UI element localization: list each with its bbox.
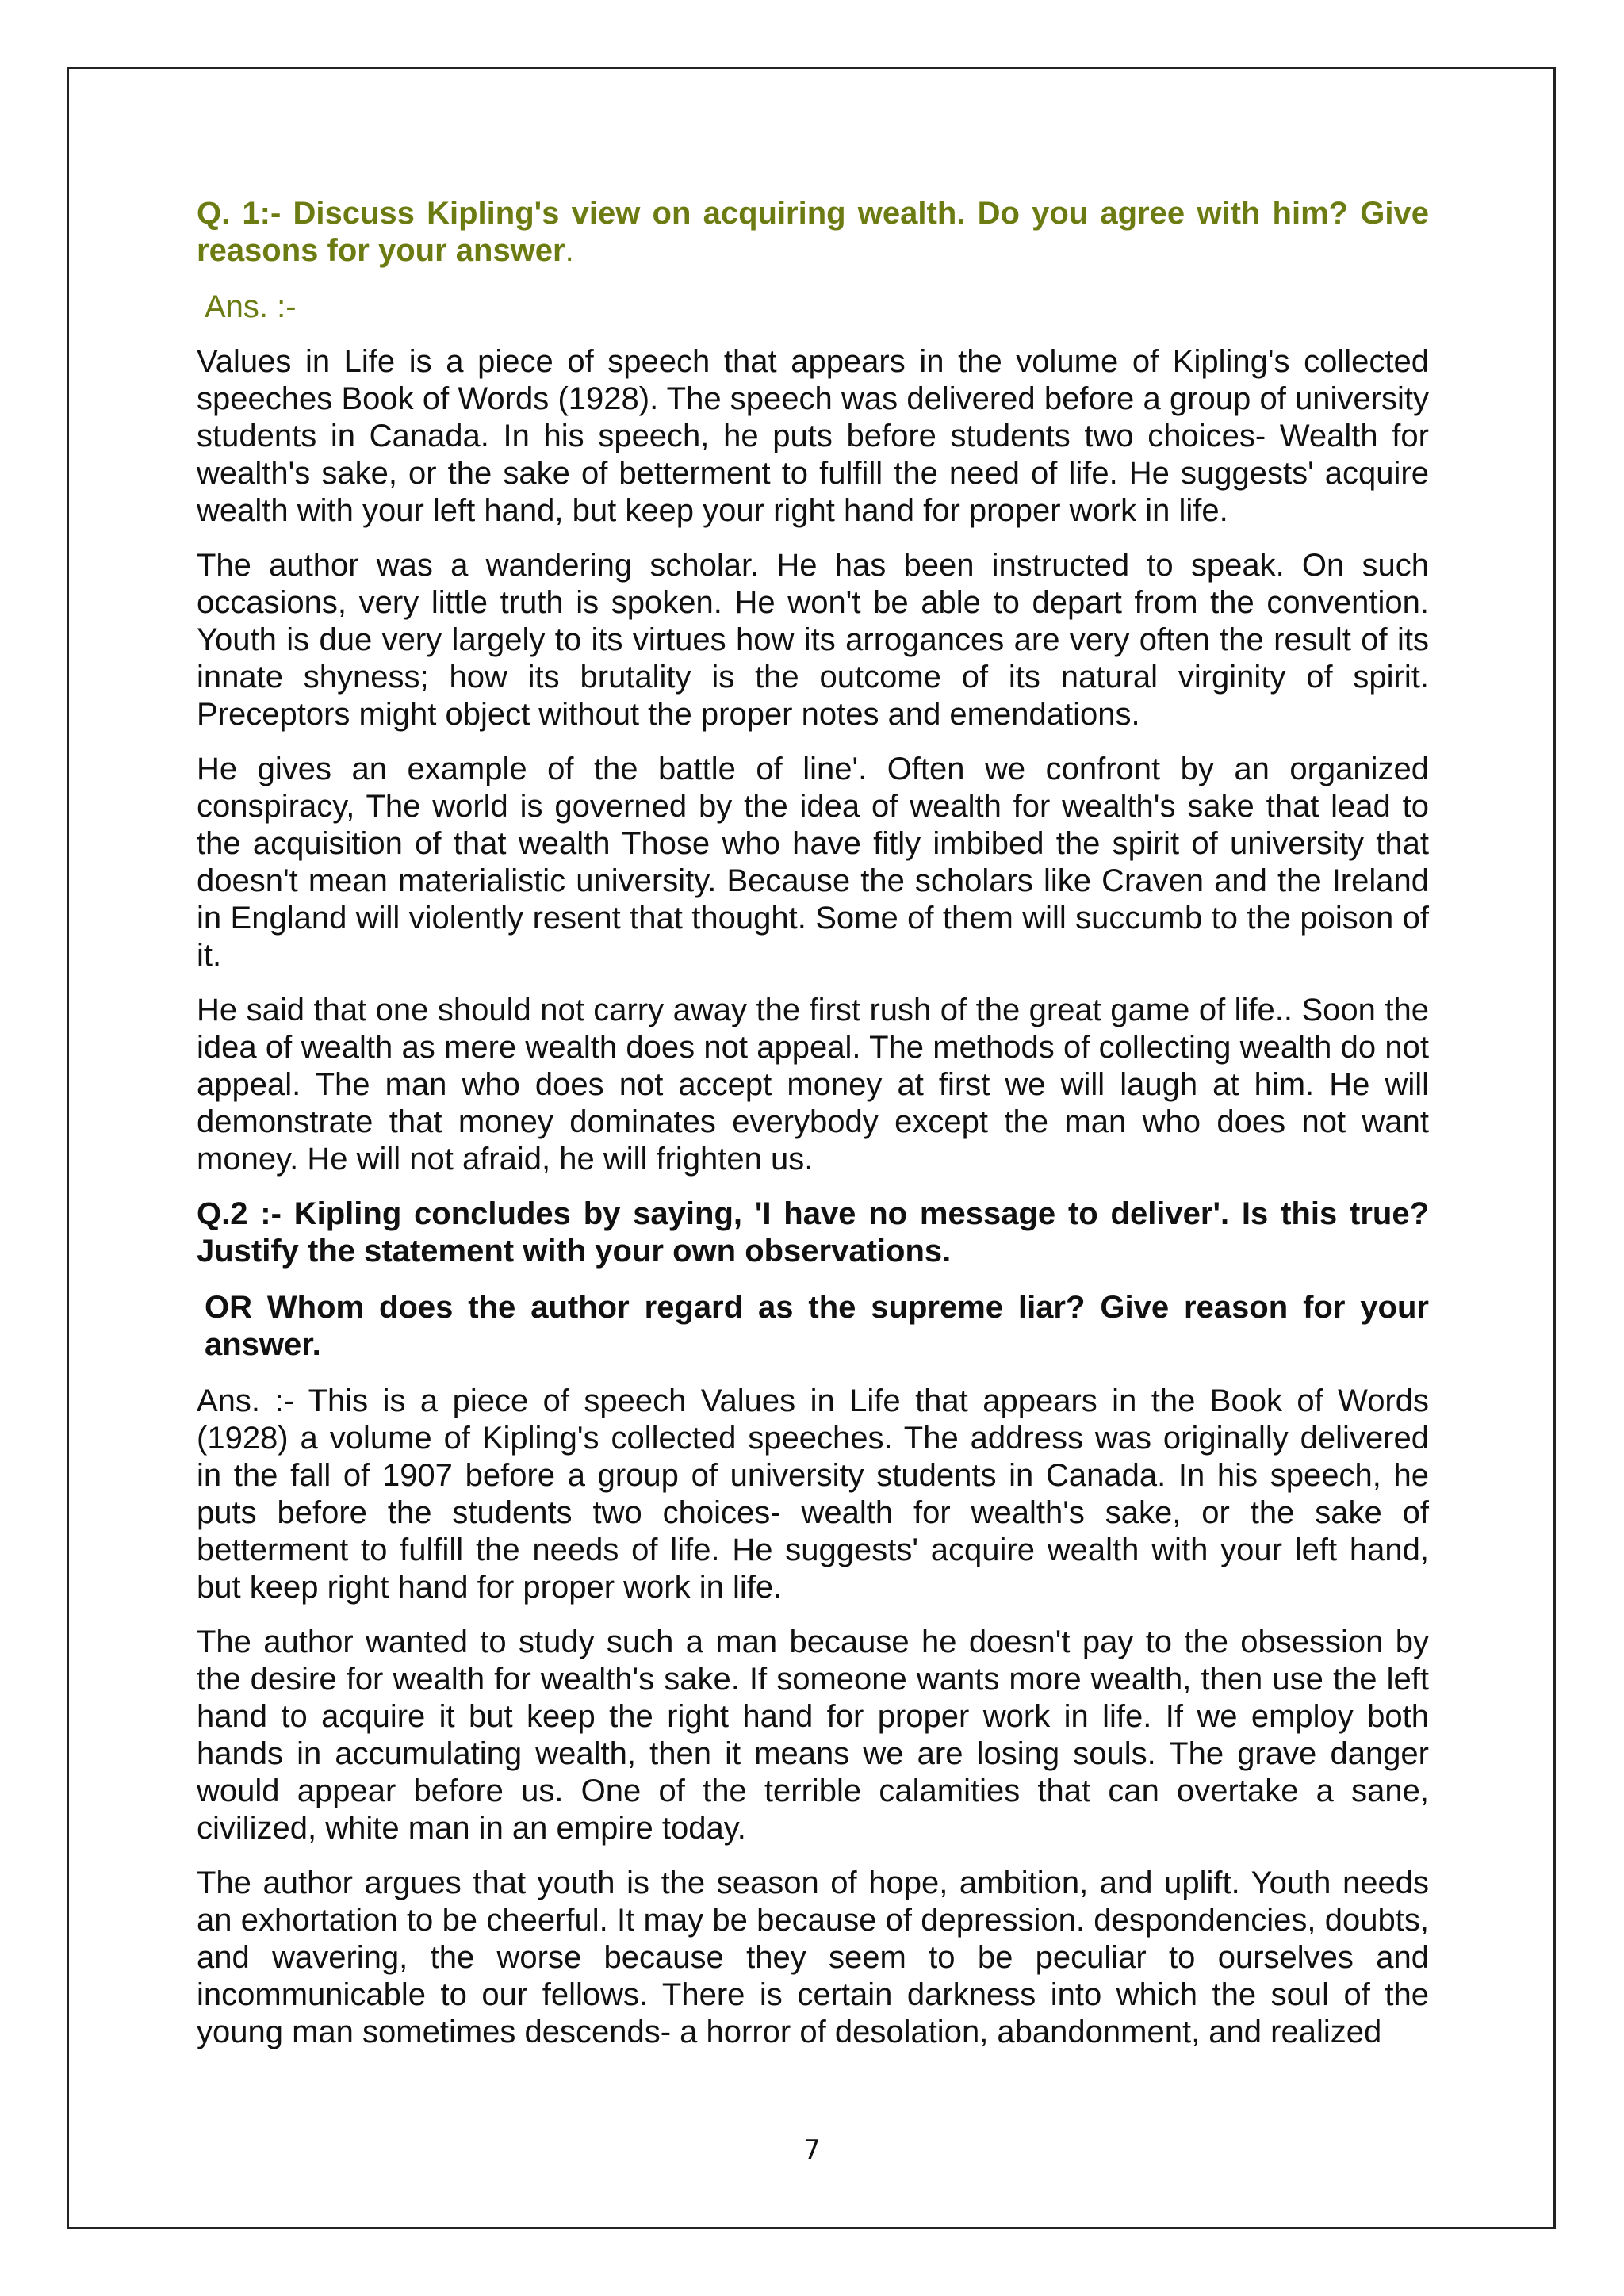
answer-2-paragraph: The author argues that youth is the season of hope, ambition, and uplift. Youth needs an exhortation to be cheerful. It may be because of depression. despondencies, doubts, and wavering, the worse because they seem to be peculiar to ourselves and incommunicable to our fellows. There is certain darkness into which the soul of the young man sometimes descends- a horror of desolation, abandonment, and realized — [197, 1866, 1429, 2049]
question-2: Q.2 :- Kipling concludes by saying, 'I have no message to deliver'. Is this true? Justify the statement with your own observations. — [197, 1196, 1429, 1269]
answer-1-paragraph: He gives an example of the battle of line'. Often we confront by an organized conspiracy, The world is governed by the idea of wealth for wealth's sake that lead to the acquisition of that wealth Those who have fitly imbibed the spirit of university that doesn't mean materialistic university. Because the scholars like Craven and the Ireland in England will violently resent that thought. Some of them will succumb to the poison of it. — [197, 752, 1429, 973]
answer-1-paragraph: Values in Life is a piece of speech that appears in the volume of Kipling's collected speeches Book of Words (1928). The speech was delivered before a group of university students in Canada. In his speech, he puts before students two choices- Wealth for wealth's sake, or the sake of betterment to fulfill the need of life. He suggests' acquire wealth with your left hand, but keep your right hand for proper work in life. — [197, 344, 1429, 528]
page-number: 7 — [803, 2134, 821, 2166]
answer-2-paragraph: Ans. :- This is a piece of speech Values in Life that appears in the Book of Words (1928) a volume of Kipling's collected speeches. The address was originally delivered in the fall of 1907 before a group of university students in Canada. In his speech, he puts before the students two choices- wealth for wealth's sake, or the sake of betterment to fulfill the needs of life. He suggests' acquire wealth with your left hand, but keep right hand for proper work in life. — [197, 1383, 1429, 1605]
page-content — [197, 195, 1429, 2068]
answer-1-paragraph: He said that one should not carry away the first rush of the great game of life.. Soon the idea of wealth as mere wealth does not appeal. The methods of collecting wealth do not appeal. The man who does not accept money at first we will laugh at him. He will demonstrate that money dominates everybody except the man who does not want money. He will not afraid, he will frighten us. — [197, 993, 1429, 1177]
question-1-trailing: . — [565, 233, 574, 268]
question-1 — [197, 195, 1429, 270]
question-2-alternative: OR Whom does the author regard as the supreme liar? Give reason for your answer. — [205, 1290, 1429, 1362]
answer-2-paragraph: The author wanted to study such a man because he doesn't pay to the obsession by the desire for wealth for wealth's sake. If someone wants more wealth, then use the left hand to acquire it but keep the right hand for proper work in life. If we employ both hands in accumulating wealth, then it means we are losing souls. The grave danger would appear before us. One of the terrible calamities that can overtake a sane, civilized, white man in an empire today. — [197, 1624, 1429, 1846]
answer-1-label: Ans. :- — [205, 289, 297, 324]
answer-1-paragraph: The author was a wandering scholar. He has been instructed to speak. On such occasions, very little truth is spoken. He won't be able to depart from the convention. Youth is due very largely to its virtues how its arrogances are very often the result of its innate shyness; how its brutality is the outcome of its natural virginity of spirit. Preceptors might object without the proper notes and emendations. — [197, 548, 1429, 732]
question-1-text: Q. 1:- Discuss Kipling's view on acquiring wealth. Do you agree with him? Give reasons for your answer — [197, 196, 1429, 268]
